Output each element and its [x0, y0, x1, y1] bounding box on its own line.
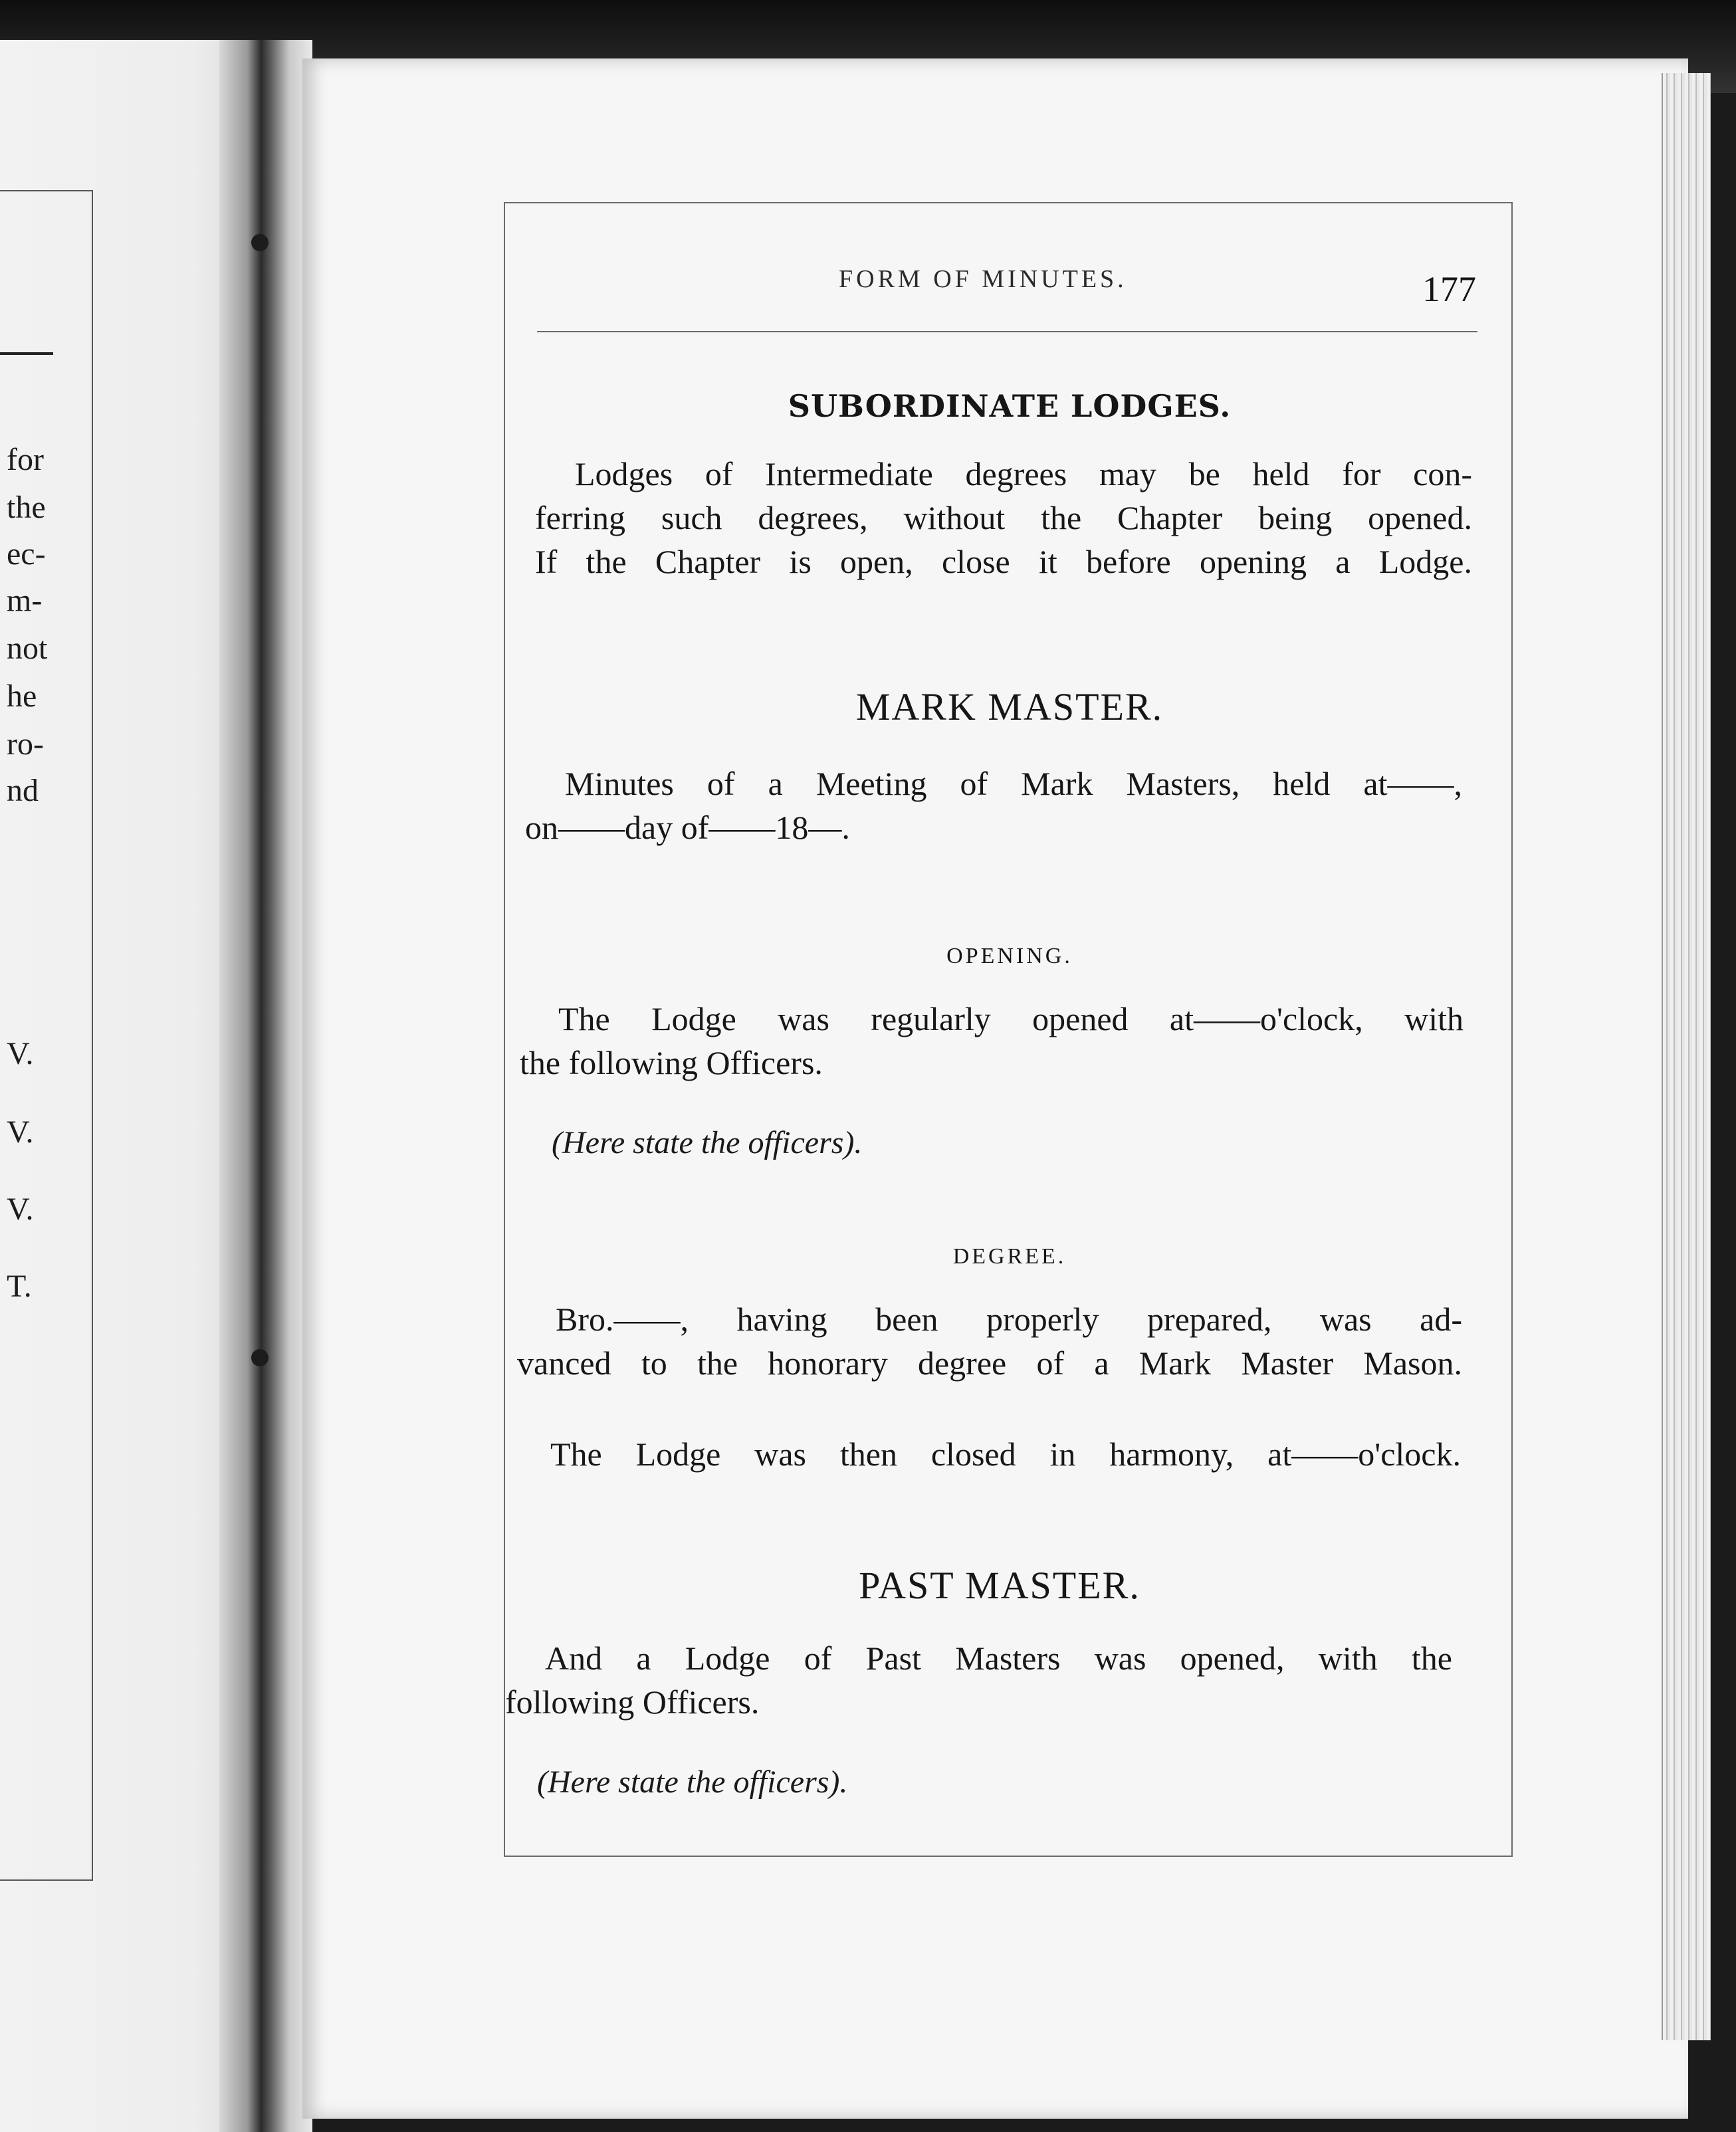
section-title-subordinate-lodges: SUBORDINATE LODGES.	[788, 388, 1232, 424]
paragraph-subordinate-lodges	[535, 452, 1472, 584]
text-line: If the Chapter is open, close it before opening a Lodge.	[535, 543, 1472, 580]
page-edges	[1662, 73, 1711, 2040]
text-line: vanced to the honorary degree of a Mark Master Mason.	[517, 1344, 1462, 1382]
left-fragment: not	[7, 631, 48, 666]
left-fragment: V.	[7, 1036, 34, 1071]
paragraph-mark-master	[525, 762, 1462, 849]
text-line: The Lodge was regularly opened at——o'clock, with	[558, 1000, 1464, 1037]
paragraph-past-master	[505, 1636, 1452, 1724]
paragraph-opening	[520, 997, 1464, 1085]
left-fragment: ec-	[7, 536, 46, 572]
left-fragment: he	[7, 679, 37, 714]
paragraph-closing	[550, 1432, 1461, 1476]
binding-stitch	[251, 234, 269, 251]
text-line: on——day of——18—.	[525, 809, 850, 846]
left-fragment: for	[7, 442, 44, 477]
text-line: Lodges of Intermediate degrees may be held for con-	[575, 455, 1472, 492]
text-line: the following Officers.	[520, 1044, 823, 1081]
text-line: And a Lodge of Past Masters was opened, with the	[545, 1640, 1452, 1677]
left-fragment: ro-	[7, 726, 44, 762]
binding-stitch	[251, 1349, 269, 1366]
left-fragment: nd	[7, 773, 39, 808]
left-page-rule	[0, 352, 53, 355]
header-rule	[537, 331, 1477, 332]
left-fragment: T.	[7, 1269, 32, 1304]
text-line: The Lodge was then closed in harmony, at——o'clock.	[550, 1436, 1461, 1473]
section-title-opening: OPENING.	[946, 944, 1073, 968]
running-head: FORM OF MINUTES.	[839, 265, 1127, 293]
left-fragment: the	[7, 490, 46, 525]
paragraph-degree	[517, 1297, 1462, 1385]
left-fragment: V.	[7, 1192, 34, 1227]
section-title-degree: DEGREE.	[952, 1244, 1067, 1269]
note-state-officers: (Here state the officers).	[537, 1764, 848, 1800]
section-title-mark-master: MARK MASTER.	[855, 685, 1164, 728]
text-line: following Officers.	[505, 1683, 760, 1721]
text-line: Bro.——, having been properly prepared, was ad-	[556, 1301, 1462, 1338]
left-fragment: V.	[7, 1115, 34, 1150]
book-gutter	[219, 40, 312, 2132]
note-state-officers: (Here state the officers).	[552, 1125, 863, 1160]
text-line: Minutes of a Meeting of Mark Masters, held at——,	[565, 765, 1462, 802]
left-fragment: m-	[7, 583, 43, 618]
page-number: 177	[1422, 269, 1476, 309]
section-title-past-master: PAST MASTER.	[859, 1564, 1140, 1607]
text-line: ferring such degrees, without the Chapter being opened.	[535, 499, 1472, 536]
